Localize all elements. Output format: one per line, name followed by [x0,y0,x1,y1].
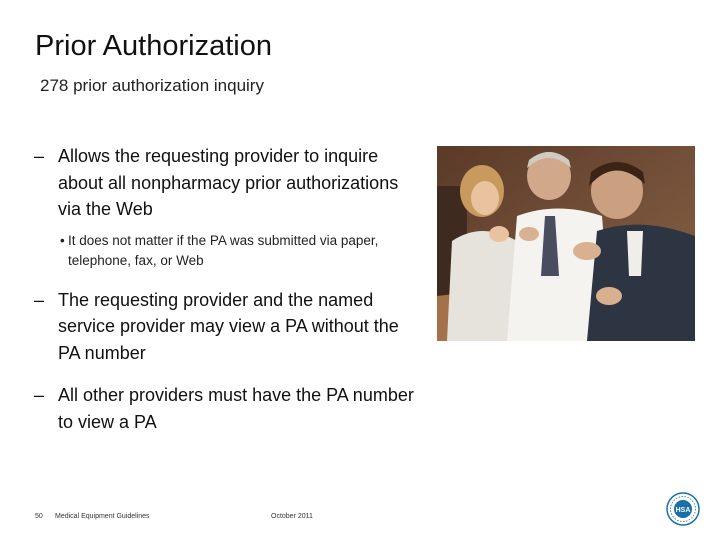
footer-page-number: 50 [35,513,43,520]
bullet-text: Allows the requesting provider to inquire about all nonpharmacy prior authorizations via the Web [58,146,399,219]
dash-marker: – [34,289,45,310]
sub-bullet-item [60,231,424,271]
footer-date: October 2011 [271,513,313,520]
dash-marker: – [34,146,45,166]
bullet-item [34,382,424,435]
bullet-text: The requesting provider and the named service provider may view a PA without the PA number [58,289,399,363]
logo-text: HSA [675,507,691,514]
slide-subtitle: 278 prior authorization inquiry [40,76,264,95]
bullet-item [34,287,424,367]
slide-title: Prior Authorization [35,30,272,62]
sub-bullet-text: It does not matter if the PA was submitted via paper, telephone, fax, or Web [68,232,379,268]
bullet-text: All other providers must have the PA number to view a PA [58,385,414,432]
hsa-seal-icon [666,492,700,526]
business-meeting-photo [437,146,695,341]
bullet-list [34,143,424,443]
dash-marker: – [34,385,45,405]
dot-marker: • [60,232,65,248]
photo-illustration [437,146,695,341]
bullet-item [34,143,424,223]
footer-title: Medical Equipment Guidelines [55,513,150,520]
